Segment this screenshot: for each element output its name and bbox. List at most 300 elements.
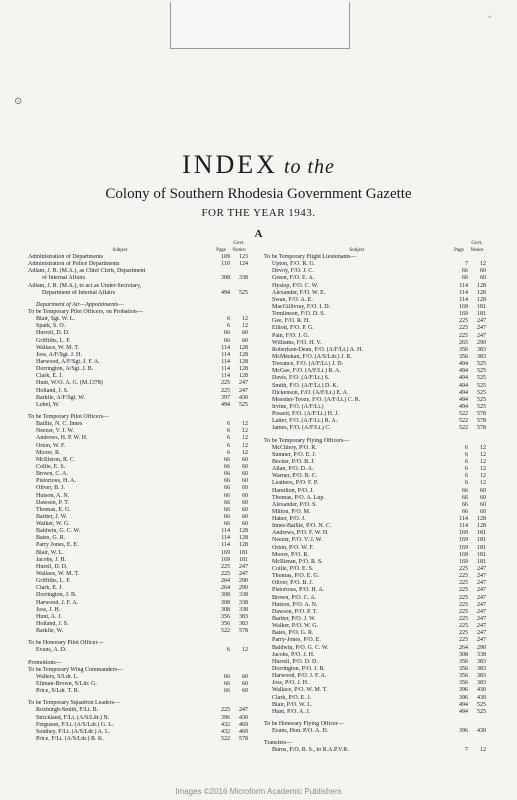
index-entry: [264, 268, 486, 275]
entry-subject: Brown, C. A.: [36, 471, 68, 478]
index-entry: [264, 290, 486, 297]
entry-notice: 430: [477, 687, 486, 694]
index-entry: [28, 290, 248, 297]
entry-notice: 247: [239, 387, 248, 394]
index-entry: [264, 425, 486, 432]
index-entry: [28, 674, 248, 681]
index-entry: [28, 366, 248, 373]
page-title: INDEX to the: [182, 150, 335, 179]
entry-page: 66: [224, 478, 230, 485]
entry-subject: Holland, J. S.: [36, 387, 69, 394]
index-entry: [28, 640, 248, 647]
entry-subject: Harwood, A/F/Sgt. J. F. A.: [36, 358, 100, 365]
entry-subject: Lobel, W.: [36, 401, 60, 408]
entry-page: 225: [459, 325, 468, 332]
entry-page: 66: [462, 487, 468, 494]
index-entry: [28, 736, 248, 743]
entry-page: 114: [459, 282, 468, 289]
entry-subject: Dawson, P. T.: [36, 499, 69, 506]
index-entry: [28, 722, 248, 729]
index-entry: [28, 316, 248, 323]
entry-page: 66: [224, 485, 230, 492]
index-entry: [28, 585, 248, 592]
entry-page: 225: [459, 587, 468, 594]
entry-page: 225: [459, 630, 468, 637]
entry-page: 494: [221, 401, 230, 408]
entry-subject: McIlleron, R. C.: [36, 456, 76, 463]
entry-page: 494: [459, 701, 468, 708]
entry-page: 114: [459, 296, 468, 303]
index-entry: [28, 700, 248, 707]
index-entry: [264, 473, 486, 480]
entry-subject: To be Temporary Wing Commanders—: [28, 666, 124, 673]
entry-notice: 181: [477, 537, 486, 544]
entry-subject: Blair, P/O. W. L.: [272, 701, 313, 708]
entry-notice: 60: [242, 463, 248, 470]
entry-page: 264: [459, 644, 468, 651]
index-entry: [28, 681, 248, 688]
index-entry: [264, 695, 486, 702]
entry-page: 494: [221, 289, 230, 296]
entry-subject: Harwood, P/O. J. F. A.: [272, 673, 327, 680]
index-entry: [264, 466, 486, 473]
entry-page: 356: [459, 673, 468, 680]
index-entry: [264, 721, 486, 728]
entry-subject: Hurrell, P/O. D. D.: [272, 658, 318, 665]
entry-page: 169: [221, 549, 230, 556]
index-entry: [264, 438, 486, 445]
entry-notice: 128: [239, 344, 248, 351]
index-entry: [264, 537, 486, 544]
entry-notice: 338: [239, 606, 248, 613]
entry-subject: Walters, S/Ldr. L.: [36, 673, 79, 680]
entry-notice: 247: [477, 601, 486, 608]
entry-subject: Neezer, P/O. V. J. W.: [272, 537, 323, 544]
index-entry: [264, 495, 486, 502]
index-entry: [28, 254, 248, 261]
entry-notice: 128: [477, 282, 486, 289]
entry-page: 6: [465, 451, 468, 458]
entry-page: 522: [459, 411, 468, 418]
entry-page: 114: [459, 516, 468, 523]
entry-notice: 181: [477, 311, 486, 318]
entry-page: 522: [459, 425, 468, 432]
entry-page: 6: [465, 480, 468, 487]
entry-page: 308: [221, 606, 230, 613]
index-entry: [28, 268, 248, 275]
entry-page: 225: [221, 387, 230, 394]
entry-subject: Alexander, F/O. W. E.: [272, 289, 326, 296]
index-entry: [264, 580, 486, 587]
index-entry: [28, 359, 248, 366]
entry-page: 6: [227, 316, 230, 323]
entry-subject: Haker, P/O. J.: [272, 516, 306, 523]
index-entry: [264, 333, 486, 340]
entry-subject: Adlam, J. R. (M.A.), to act as Under-Secretary,: [28, 282, 142, 289]
entry-notice: 578: [477, 411, 486, 418]
index-entry: [264, 361, 486, 368]
index-entry: [264, 383, 486, 390]
index-entry: [28, 564, 248, 571]
entry-page: 169: [459, 303, 468, 310]
index-entry: [264, 728, 486, 735]
entry-subject: Baldwin, G. C. W.: [36, 528, 81, 535]
entry-subject: Hutson, A. N.: [36, 492, 70, 499]
entry-page: 109: [221, 254, 230, 260]
entry-subject: Leathers, P/O. F. P.: [272, 480, 319, 487]
entry-page: 225: [459, 608, 468, 615]
entry-page: 225: [459, 616, 468, 623]
entry-notice: 12: [242, 449, 248, 456]
index-entry: [264, 404, 486, 411]
entry-subject: Moore, R.: [36, 449, 61, 456]
index-entry: [28, 550, 248, 557]
entry-notice: 128: [239, 366, 248, 373]
entry-notice: 290: [477, 644, 486, 651]
entry-page: 225: [459, 623, 468, 630]
entry-notice: 383: [477, 680, 486, 687]
entry-subject: Strickland, F/Lt. (A/S/Ldr.) N.: [36, 714, 110, 721]
entry-subject: Hurrell, D. D.: [36, 330, 70, 337]
entry-subject: Department of Air—Appointments—: [36, 301, 124, 308]
entry-notice: 60: [480, 268, 486, 275]
entry-subject: Milton, P/O. M.: [272, 508, 311, 515]
index-entry: [28, 607, 248, 614]
entry-notice: 247: [477, 325, 486, 332]
entry-subject: MacGillivray, F/O. I. D.: [272, 303, 331, 310]
entry-subject: Thomas, E. G.: [36, 506, 71, 513]
entry-page: 356: [459, 346, 468, 353]
entry-subject: Joss, A/F/Sgt. J. H.: [36, 351, 82, 358]
entry-notice: [468, 721, 486, 728]
index-entry: [264, 509, 486, 516]
entry-subject: Griffiths, L. F.: [36, 337, 71, 344]
entry-page: 522: [221, 628, 230, 635]
entry-page: 356: [459, 353, 468, 360]
entry-page: 114: [221, 542, 230, 549]
entry-page: 66: [224, 506, 230, 513]
entry-subject: Southey, F/Lt. (A/S/Ldr.) A. L.: [36, 728, 111, 735]
index-entry: [28, 388, 248, 395]
index-entry: [28, 464, 248, 471]
entry-page: 494: [459, 403, 468, 410]
entry-page: 225: [459, 594, 468, 601]
index-entry: [264, 595, 486, 602]
entry-subject: Bartter, J. W.: [36, 513, 68, 520]
index-entry: [28, 557, 248, 564]
entry-page: 66: [224, 492, 230, 499]
index-entry: [28, 414, 248, 421]
entry-subject: To be Honorary Flying Officer—: [264, 721, 344, 727]
entry-subject: Baldwin, P/O. G. C. W.: [272, 644, 329, 651]
entry-notice: 338: [239, 599, 248, 606]
entry-notice: 578: [477, 425, 486, 432]
index-entry: [264, 261, 486, 268]
index-entry: [264, 587, 486, 594]
entry-notice: 247: [477, 587, 486, 594]
index-entry: [264, 283, 486, 290]
index-entry: [264, 502, 486, 509]
entry-subject: Administration of Police Departments: [28, 261, 120, 268]
entry-page: 7: [465, 747, 468, 754]
entry-notice: 124: [239, 261, 248, 268]
entry-notice: [230, 414, 248, 421]
index-entry: [28, 302, 248, 309]
entry-page: 308: [221, 592, 230, 599]
entry-page: 66: [462, 508, 468, 515]
entry-subject: Joss, J. H.: [36, 606, 61, 613]
entry-notice: [230, 640, 248, 647]
entry-subject: Hunt, W/O. A. G. (M.1378): [36, 380, 103, 387]
entry-subject: Administration of Departments: [28, 254, 103, 260]
entry-page: 169: [459, 530, 468, 537]
entry-page: 308: [221, 275, 230, 282]
binding-hole-mark: ⊙: [14, 96, 23, 107]
entry-subject: Thomas, P/O. A. Lup.: [272, 494, 325, 501]
entry-notice: 383: [477, 658, 486, 665]
entry-notice: 469: [239, 721, 248, 728]
entry-page: 6: [465, 458, 468, 465]
index-entry: [28, 478, 248, 485]
entry-subject: Sumner, P/O. E. J.: [272, 451, 317, 458]
entry-notice: [468, 254, 486, 261]
index-entry: [264, 523, 486, 530]
entry-notice: 60: [242, 513, 248, 520]
index-entry: [28, 323, 248, 330]
entry-notice: 12: [480, 444, 486, 451]
index-entry: [264, 616, 486, 623]
entry-page: [212, 302, 230, 309]
entry-notice: 247: [477, 637, 486, 644]
index-entry: [264, 573, 486, 580]
index-entry: [28, 493, 248, 500]
column-header: Subject Page Govt. Notice: [349, 240, 484, 253]
entry-subject: Ferguson, F/Lt. (A/S/Ldr.) G. L.: [36, 721, 114, 728]
entry-notice: 60: [242, 681, 248, 688]
entry-page: [212, 309, 230, 316]
entry-notice: 60: [242, 471, 248, 478]
entry-notice: 247: [477, 332, 486, 339]
entry-subject: Orton, P/O. W. F.: [272, 544, 314, 551]
index-entry: [28, 275, 248, 282]
index-entry: [264, 747, 486, 754]
entry-notice: 247: [477, 616, 486, 623]
entry-notice: 128: [239, 351, 248, 358]
entry-subject: Latter, F/O. (A/F/Lt.) R. A.: [272, 418, 338, 425]
entry-page: 494: [459, 368, 468, 375]
entry-notice: 60: [242, 688, 248, 695]
index-entry: [264, 740, 486, 747]
index-entry: [264, 347, 486, 354]
entry-subject: Wallace, P/O. W. M. T.: [272, 687, 328, 694]
entry-notice: 338: [239, 592, 248, 599]
index-entry: [264, 687, 486, 694]
index-entry: [264, 311, 486, 318]
entry-subject: Dorrington, J. B.: [36, 592, 77, 599]
entry-page: 114: [221, 358, 230, 365]
index-entry: [264, 275, 486, 282]
index-entry: [264, 318, 486, 325]
entry-notice: 60: [480, 275, 486, 282]
entry-notice: [230, 283, 248, 290]
entry-page: 66: [224, 463, 230, 470]
entry-page: 169: [459, 311, 468, 318]
entry-notice: 338: [239, 275, 248, 282]
entry-page: 6: [227, 323, 230, 330]
index-entry: [264, 480, 486, 487]
entry-subject: Barklie, W.: [36, 628, 64, 635]
entry-page: 308: [221, 599, 230, 606]
entry-page: 522: [221, 736, 230, 742]
entry-notice: 60: [480, 501, 486, 508]
entry-page: 494: [459, 389, 468, 396]
entry-subject: Pistorious, P/O. H. A.: [272, 587, 325, 594]
entry-notice: 12: [480, 480, 486, 487]
entry-subject: Price, F/Lt. (A/S/Ldr.) R. K.: [36, 736, 104, 742]
index-entry: [28, 729, 248, 736]
index-entry: [28, 261, 248, 268]
entry-subject: Becker, P/O. B. J.: [272, 458, 315, 465]
index-entry: [264, 254, 486, 261]
entry-page: 225: [459, 573, 468, 580]
index-entry: [28, 707, 248, 714]
entry-page: 66: [224, 456, 230, 463]
entry-subject: McIlleran, P/O. R. S.: [272, 558, 323, 565]
entry-page: [212, 268, 230, 275]
entry-notice: 383: [477, 346, 486, 353]
entry-notice: 60: [242, 456, 248, 463]
entry-page: 225: [221, 563, 230, 570]
entry-page: 66: [224, 471, 230, 478]
entry-subject: Bates, G. R.: [36, 535, 66, 542]
entry-notice: 247: [239, 563, 248, 570]
entry-subject: Hyslop, F/O. C. W.: [272, 282, 319, 289]
entry-notice: 383: [477, 353, 486, 360]
index-entry: [264, 297, 486, 304]
entry-subject: Walker, P/O. W. G.: [272, 623, 319, 630]
index-entry: [28, 338, 248, 345]
entry-notice: 60: [480, 494, 486, 501]
entry-notice: 525: [477, 361, 486, 368]
entry-subject: Elliott, F/O. P. G.: [272, 325, 314, 332]
entry-notice: 525: [477, 382, 486, 389]
entry-subject: Moore, P/O. R.: [272, 551, 309, 558]
index-entry: [264, 566, 486, 573]
entry-notice: 128: [477, 523, 486, 530]
index-entry: [28, 500, 248, 507]
entry-notice: 430: [477, 728, 486, 735]
entry-page: 169: [459, 558, 468, 565]
entry-page: 110: [221, 261, 230, 268]
entry-page: 6: [227, 421, 230, 428]
entry-notice: 128: [477, 289, 486, 296]
entry-subject: Green, F/O. E. A.: [272, 275, 315, 282]
entry-notice: 12: [242, 421, 248, 428]
entry-notice: [230, 268, 248, 275]
entry-page: 66: [224, 513, 230, 520]
entry-page: [212, 667, 230, 674]
index-entry: [28, 395, 248, 402]
index-entry: [28, 309, 248, 316]
entry-notice: 12: [242, 323, 248, 330]
entry-page: 356: [459, 680, 468, 687]
entry-subject: Bates, P/O. G. R.: [272, 630, 314, 637]
entry-notice: 60: [242, 521, 248, 528]
index-entry: [28, 373, 248, 380]
index-entry: [264, 452, 486, 459]
index-entry: [28, 528, 248, 535]
entry-subject: Pain, F/O. J. G.: [272, 332, 310, 339]
index-entry: [28, 578, 248, 585]
entry-page: 494: [459, 708, 468, 715]
entry-subject: Williams, F/O. H. V.: [272, 339, 322, 346]
entry-notice: 12: [480, 473, 486, 480]
index-entry: [28, 621, 248, 628]
entry-subject: Allan, P/O. D. A.: [272, 466, 314, 473]
entry-subject: Evans, Hon. P/O. A. D.: [272, 728, 329, 735]
index-entry: [264, 552, 486, 559]
entry-subject: Hunt, A. J.: [36, 613, 62, 620]
entry-page: 396: [221, 714, 230, 721]
entry-notice: 383: [239, 613, 248, 620]
entry-subject: Dawson, P/O. P. T.: [272, 608, 318, 615]
entry-page: 66: [224, 330, 230, 337]
entry-subject: Devoy, F/O. J. C.: [272, 268, 314, 275]
index-entry: [264, 375, 486, 382]
index-entry: [28, 628, 248, 635]
entry-subject: Bartter, P/O. J. W.: [272, 616, 316, 623]
entry-page: 114: [221, 366, 230, 373]
index-entry: [264, 390, 486, 397]
entry-subject: Andrews, H. P. W. H.: [36, 435, 88, 442]
entry-subject: Baillie, N. C. Innes: [36, 421, 83, 428]
entry-notice: 247: [239, 707, 248, 714]
index-entry: [28, 592, 248, 599]
entry-notice: 12: [242, 435, 248, 442]
entry-page: 114: [221, 528, 230, 535]
entry-subject: Hurell, D. D.: [36, 563, 68, 570]
entry-notice: 525: [239, 289, 248, 296]
entry-notice: 181: [477, 303, 486, 310]
watermark-footer: Images ©2016 Microform Academic Publishers: [175, 787, 342, 796]
entry-notice: [468, 438, 486, 445]
index-entry: [264, 609, 486, 616]
entry-notice: 60: [242, 330, 248, 337]
entry-subject: Evans, A. D.: [36, 647, 67, 654]
index-entry: [28, 688, 248, 695]
index-entry: [28, 521, 248, 528]
entry-subject: Oliver, B. J.: [36, 485, 65, 492]
index-entry: [264, 354, 486, 361]
entry-subject: To be Temporary Flying Officers—: [264, 437, 350, 444]
entry-notice: 128: [239, 528, 248, 535]
entry-page: 356: [459, 658, 468, 665]
entry-notice: 60: [480, 487, 486, 494]
index-entry: [264, 530, 486, 537]
entry-subject: Clark, E. J.: [36, 585, 63, 592]
entry-subject: Hamilton, P/O. J.: [272, 487, 314, 494]
index-entry: [28, 600, 248, 607]
entry-subject: Andrews, P/O. F. W. H.: [272, 530, 329, 537]
entry-page: 66: [462, 501, 468, 508]
entry-page: 169: [221, 556, 230, 563]
index-entry: [28, 471, 248, 478]
entry-page: 225: [221, 571, 230, 578]
entry-notice: 290: [477, 339, 486, 346]
entry-page: 114: [221, 344, 230, 351]
entry-subject: Messiter-Tooze, F/O. (A/F/Lt.) C. R.: [272, 396, 361, 403]
entry-subject: Brown, P/O. C. A.: [272, 594, 317, 601]
